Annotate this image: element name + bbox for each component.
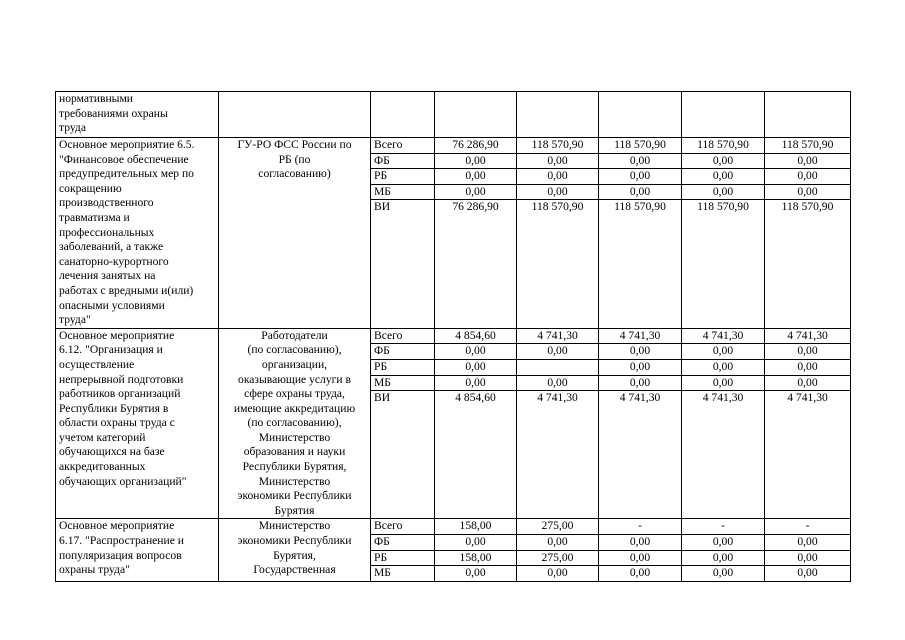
amount-value: 0,00 xyxy=(797,566,818,580)
amount-value: 118 570,90 xyxy=(614,200,666,214)
amount-value: 0,00 xyxy=(765,185,850,201)
amount-cell xyxy=(765,138,851,329)
amount-value: 0,00 xyxy=(517,344,598,360)
executor-cell: Работодатели (по согласованию), организации, оказывающие услуги в сфере охраны труда, имеющие аккредитацию (по согласованию), Министерство образования и науки Республики Бурятия, Министерство экономики Республики Бурятия xyxy=(219,328,371,519)
amount-value: 4 741,30 xyxy=(682,329,764,345)
amount-value: 0,00 xyxy=(682,154,764,170)
amount-value: 0,00 xyxy=(765,535,850,551)
amount-value: 0,00 xyxy=(517,154,598,170)
funding-source-cell xyxy=(371,519,435,581)
activity-name-cell: Основное мероприятие 6.12. "Организация и осуществление непрерывной подготовки работников организаций Республики Бурятия в области охраны труда с учетом категорий обучающихся на базе аккредитованных обучающих организаций" xyxy=(56,328,219,519)
amount-cell xyxy=(599,138,682,329)
amount-value: 4 741,30 xyxy=(702,391,744,405)
amount-value: 4 741,30 xyxy=(517,329,598,345)
amount-cell xyxy=(599,519,682,581)
activity-name-cell: Основное мероприятие 6.5. "Финансовое обеспечение предупредительных мер по сокращению производственного травматизма и профессиональных заболеваний, а также санаторно-курортного лечения занятых на работах с вредными и(или) опасными условиями труда" xyxy=(56,138,219,329)
amount-cell xyxy=(682,519,765,581)
funding-source-label: РБ xyxy=(371,551,434,567)
amount-value: 0,00 xyxy=(765,376,850,392)
funding-source-cell xyxy=(371,92,435,138)
funding-source-label: РБ xyxy=(371,360,434,376)
amount-cell xyxy=(517,328,599,519)
amount-value: 0,00 xyxy=(599,551,681,567)
amount-value: 0,00 xyxy=(599,360,681,376)
amount-value: - xyxy=(765,519,850,535)
amount-value: 0,00 xyxy=(682,360,764,376)
funding-source-label: ФБ xyxy=(371,344,434,360)
amount-value: 0,00 xyxy=(682,376,764,392)
amount-value: 0,00 xyxy=(765,360,850,376)
amount-value: - xyxy=(599,519,681,535)
table-row xyxy=(56,328,851,519)
amount-value: 0,00 xyxy=(765,551,850,567)
amount-value: 0,00 xyxy=(517,169,598,185)
funding-source-label: ВИ xyxy=(374,200,391,214)
executor-cell: Министерство экономики Республики Бурятия, Государственная xyxy=(219,519,371,581)
funding-source-label: ФБ xyxy=(371,535,434,551)
amount-value: - xyxy=(682,519,764,535)
amount-value: 0,00 xyxy=(765,169,850,185)
amount-value: 0,00 xyxy=(682,551,764,567)
executor-cell xyxy=(219,92,371,138)
amount-value: 0,00 xyxy=(435,360,516,376)
amount-value: 158,00 xyxy=(435,519,516,535)
amount-cell xyxy=(435,328,517,519)
amount-value: 4 854,60 xyxy=(435,329,516,345)
amount-value: 0,00 xyxy=(682,344,764,360)
table-row xyxy=(56,138,851,329)
funding-source-label: МБ xyxy=(371,185,434,201)
funding-source-label: Всего xyxy=(371,138,434,154)
amount-value: 0,00 xyxy=(682,169,764,185)
amount-value: 4 741,30 xyxy=(599,329,681,345)
amount-cell xyxy=(517,519,599,581)
amount-value: 0,00 xyxy=(465,566,486,580)
amount-cell xyxy=(682,328,765,519)
amount-cell xyxy=(682,138,765,329)
amount-cell xyxy=(765,328,851,519)
amount-value: 0,00 xyxy=(682,535,764,551)
amount-value: 4 741,30 xyxy=(787,391,828,405)
amount-value: 118 570,90 xyxy=(781,200,834,214)
amount-value: 0,00 xyxy=(517,185,598,201)
funding-source-cell xyxy=(371,328,435,519)
amount-value: 118 570,90 xyxy=(531,200,584,214)
amount-value: 4 854,60 xyxy=(455,391,496,405)
amount-value: 0,00 xyxy=(517,376,598,392)
amount-cell xyxy=(682,92,765,138)
amount-value: 0,00 xyxy=(599,535,681,551)
amount-value: 0,00 xyxy=(599,169,681,185)
amount-value: 0,00 xyxy=(599,185,681,201)
amount-value: 0,00 xyxy=(712,566,734,580)
amount-value: 0,00 xyxy=(435,185,516,201)
amount-value: 118 570,90 xyxy=(517,138,598,154)
amount-value: 118 570,90 xyxy=(682,138,764,154)
amount-value: 118 570,90 xyxy=(599,138,681,154)
funding-source-label: ВИ xyxy=(374,391,391,405)
funding-source-label: Всего xyxy=(371,519,434,535)
amount-value: 0,00 xyxy=(517,535,598,551)
funding-source-cell xyxy=(371,138,435,329)
table-body xyxy=(56,92,851,582)
activity-name-cell: Основное мероприятие 6.17. "Распространение и популяризация вопросов охраны труда" xyxy=(56,519,219,581)
table-row xyxy=(56,519,851,581)
amount-value: 4 741,30 xyxy=(537,391,578,405)
amount-cell xyxy=(517,138,599,329)
amount-value: 0,00 xyxy=(629,566,651,580)
budget-table xyxy=(55,91,851,582)
amount-cell xyxy=(765,92,851,138)
amount-value: 0,00 xyxy=(599,344,681,360)
amount-value: 4 741,30 xyxy=(765,329,850,345)
activity-name-cell: нормативными требованиями охраны труда xyxy=(56,92,219,138)
amount-cell xyxy=(435,92,517,138)
amount-value: 0,00 xyxy=(435,344,516,360)
amount-value: 118 570,90 xyxy=(765,138,850,154)
funding-source-label: МБ xyxy=(374,566,391,580)
amount-value: 0,00 xyxy=(765,154,850,170)
amount-cell xyxy=(765,519,851,581)
funding-source-label: РБ xyxy=(371,169,434,185)
amount-cell xyxy=(435,519,517,581)
amount-value: 4 741,30 xyxy=(619,391,661,405)
amount-value: 0,00 xyxy=(682,185,764,201)
amount-value: 0,00 xyxy=(599,154,681,170)
amount-cell xyxy=(517,92,599,138)
executor-cell: ГУ-РО ФСС России по РБ (по согласованию) xyxy=(219,138,371,329)
amount-value: 0,00 xyxy=(435,376,516,392)
amount-value: 158,00 xyxy=(435,551,516,567)
amount-value: 0,00 xyxy=(765,344,850,360)
funding-source-label: Всего xyxy=(371,329,434,345)
amount-value xyxy=(517,360,598,376)
amount-cell xyxy=(599,92,682,138)
amount-value: 0,00 xyxy=(547,566,568,580)
amount-value: 275,00 xyxy=(517,519,598,535)
amount-value: 0,00 xyxy=(435,169,516,185)
funding-source-label: ФБ xyxy=(371,154,434,170)
amount-value: 275,00 xyxy=(517,551,598,567)
funding-source-label: МБ xyxy=(371,376,434,392)
amount-cell xyxy=(599,328,682,519)
amount-value: 76 286,90 xyxy=(435,138,516,154)
amount-value: 118 570,90 xyxy=(697,200,749,214)
amount-cell xyxy=(435,138,517,329)
table-row xyxy=(56,92,851,138)
amount-value: 0,00 xyxy=(599,376,681,392)
amount-value: 0,00 xyxy=(435,154,516,170)
amount-value: 0,00 xyxy=(435,535,516,551)
amount-value: 76 286,90 xyxy=(452,200,499,214)
